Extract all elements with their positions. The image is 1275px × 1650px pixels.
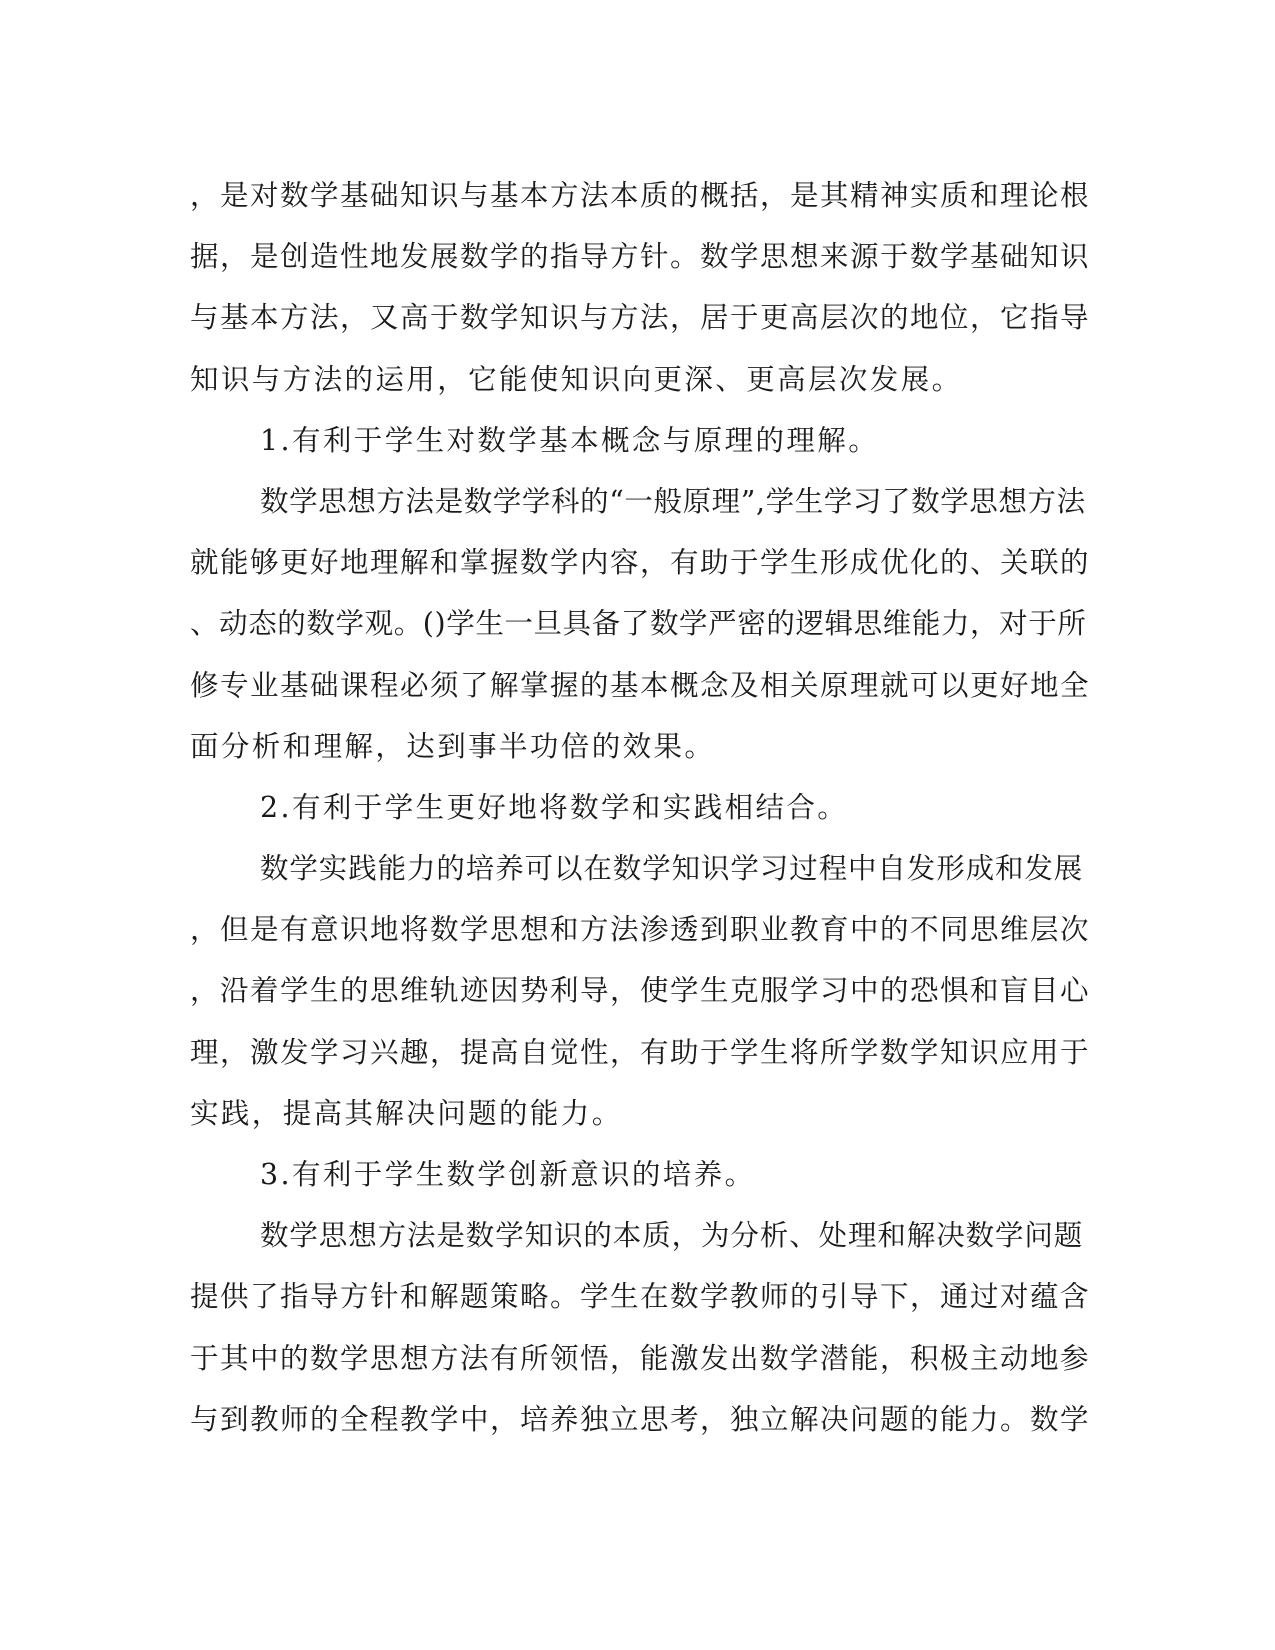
text-line: 数学思想方法是数学知识的本质，为分析、处理和解决数学问题 <box>260 1219 1084 1253</box>
text-line: 知识与方法的运用，它能使知识向更深、更高层次发展。 <box>190 362 963 396</box>
text-line: ，是对数学基础知识与基本方法本质的概括，是其精神实质和理论根 <box>190 179 1091 212</box>
text-line: 据，是创造性地发展数学的指导方针。数学思想来源于数学基础知识 <box>190 240 1091 274</box>
text-line: 、动态的数学观。()学生一旦具备了数学严密的逻辑思维能力，对于所 <box>190 607 1087 641</box>
section-heading-1: 1.有利于学生对数学基本概念与原理的理解。 <box>260 423 880 457</box>
body-text <box>190 165 1090 1450</box>
text-line: 与基本方法，又高于数学知识与方法，居于更高层次的地位，它指导 <box>190 301 1091 335</box>
text-line: 数学实践能力的培养可以在数学知识学习过程中自发形成和发展 <box>260 852 1084 886</box>
text-line: 实践，提高其解决问题的能力。 <box>190 1096 623 1130</box>
text-line: 于其中的数学思想方法有所领悟，能激发出数学潜能，积极主动地参 <box>190 1341 1091 1375</box>
text-line: 面分析和理解，达到事半功倍的效果。 <box>190 729 716 763</box>
section-heading-3: 3.有利于学生数学创新意识的培养。 <box>260 1158 756 1191</box>
text-line: 就能够更好地理解和掌握数学内容，有助于学生形成优化的、关联的 <box>190 546 1091 580</box>
text-line: 数学思想方法是数学学科的“一般原理”,学生学习了数学思想方法 <box>260 484 1086 518</box>
section-heading-2: 2.有利于学生更好地将数学和实践相结合。 <box>260 790 849 824</box>
text-line: 理，激发学习兴趣，提高自觉性，有助于学生将所学数学知识应用于 <box>190 1035 1091 1069</box>
text-line: 与到教师的全程教学中，培养独立思考，独立解决问题的能力。数学 <box>190 1402 1091 1436</box>
text-line: ，沿着学生的思维轨迹因势利导，使学生克服学习中的恐惧和盲目心 <box>190 974 1091 1008</box>
text-line: ，但是有意识地将数学思想和方法渗透到职业教育中的不同思维层次 <box>190 913 1091 947</box>
text-line: 提供了指导方针和解题策略。学生在数学教师的引导下，通过对蕴含 <box>190 1280 1091 1314</box>
text-line: 修专业基础课程必须了解掌握的基本概念及相关原理就可以更好地全 <box>190 668 1091 702</box>
